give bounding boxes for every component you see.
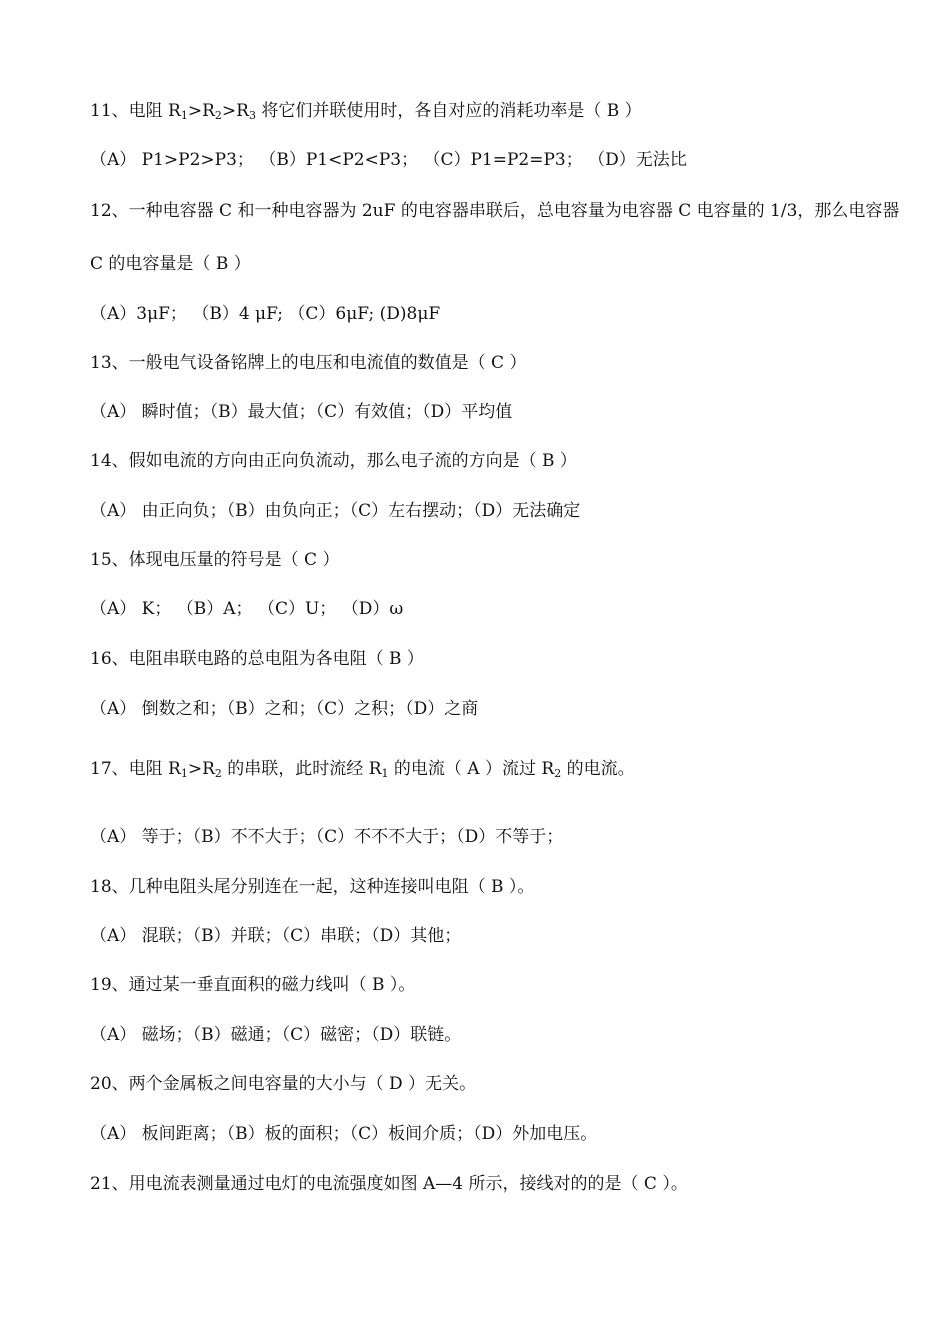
options-13: （A） 瞬时值；（B）最大值；（C）有效值；（D）平均值	[90, 402, 513, 422]
options-12: （A）3μF； （B）4 μF; （C）6μF; (D)8μF	[90, 304, 441, 324]
question-12-line1: 12、一种电容器 C 和一种电容器为 2uF 的电容器串联后，总电容量为电容器 C 电容量的 1/3，那么电容器	[90, 201, 900, 221]
question-17: 17、电阻 $R_1>R_2$ 的串联，此时流经 $R_1$ 的电流（ A ）流过 $R_2$ 的电流。	[90, 759, 635, 780]
options-18: （A） 混联；（B）并联；（C）串联；（D）其他；	[90, 926, 462, 946]
question-19: 19、通过某一垂直面积的磁力线叫（ B ）。	[90, 975, 416, 995]
question-12-line2: C 的电容量是（ B ）	[90, 254, 251, 274]
options-16: （A） 倒数之和；（B）之和；（C）之积；（D）之商	[90, 699, 479, 719]
options-19: （A） 磁场；（B）磁通；（C）磁密；（D）联链。	[90, 1025, 462, 1045]
options-20: （A） 板间距离；（B）板的面积；（C）板间介质；（D）外加电压。	[90, 1124, 598, 1144]
question-14: 14、假如电流的方向由正向负流动，那么电子流的方向是（ B ）	[90, 451, 577, 471]
options-14: （A） 由正向负；（B）由负向正；（C）左右摆动；（D）无法确定	[90, 501, 581, 521]
question-18: 18、几种电阻头尾分别连在一起，这种连接叫电阻（ B ）。	[90, 877, 535, 897]
question-16: 16、电阻串联电路的总电阻为各电阻（ B ）	[90, 649, 424, 669]
options-17: （A） 等于；（B）不不大于；（C）不不不大于；（D）不等于；	[90, 827, 564, 847]
question-15: 15、体现电压量的符号是（ C ）	[90, 550, 340, 570]
question-13: 13、一般电气设备铭牌上的电压和电流值的数值是（ C ）	[90, 353, 527, 373]
options-11: （A） P1>P2>P3； （B）P1<P2<P3； （C）P1=P2=P3； （D）无法比	[90, 150, 687, 170]
question-21: 21、用电流表测量通过电灯的电流强度如图 A—4 所示，接线对的的是（ C ）。	[90, 1174, 688, 1194]
question-20: 20、两个金属板之间电容量的大小与（ D ）无关。	[90, 1074, 477, 1094]
options-15: （A） K； （B）A； （C）U； （D）ω	[90, 599, 404, 619]
question-11: 11、电阻 $R_1>R_2>R_3$ 将它们并联使用时，各自对应的消耗功率是（ B ）	[90, 101, 642, 122]
